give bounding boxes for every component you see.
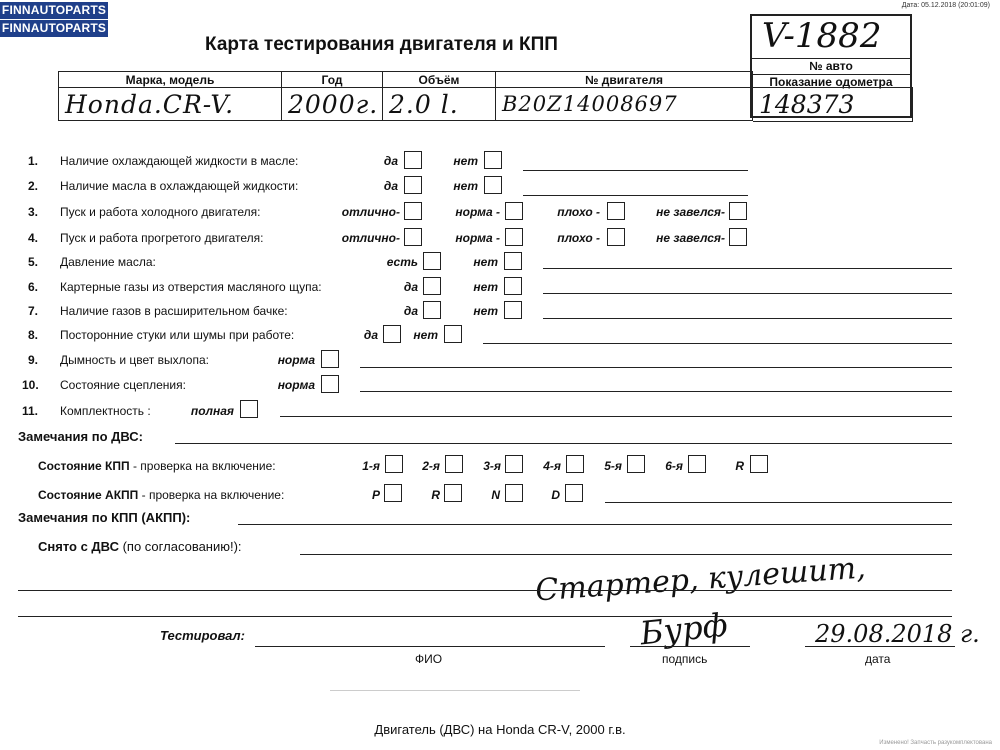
removed-parts-handwritten: Стартер, кулешит, (534, 550, 867, 609)
option-label: да (403, 304, 418, 318)
answer-line (543, 268, 952, 269)
tested-by-label: Тестировал: (160, 628, 245, 643)
item-number: 7. (27, 304, 38, 318)
answer-line (543, 318, 952, 319)
checkbox-bad[interactable] (607, 202, 625, 220)
faint-divider (330, 690, 580, 691)
option-label: плохо - (557, 205, 600, 219)
checkbox-no-start[interactable] (729, 228, 747, 246)
value-odometer: 148373 (753, 87, 913, 122)
item-number: 6. (27, 280, 38, 294)
checkbox-excellent[interactable] (404, 202, 422, 220)
item-number: 11. (22, 404, 39, 418)
photo-caption: Двигатель (ДВС) на Honda CR-V, 2000 г.в. (374, 722, 626, 737)
option-label: не завелся- (656, 231, 725, 245)
item-label: Наличие масла в охлаждающей жидкости: (60, 179, 299, 193)
vehicle-number-handwritten: V-1882 (762, 16, 882, 56)
option-label: да (403, 280, 418, 294)
checkbox-no[interactable] (484, 151, 502, 169)
checkbox-gear-reverse[interactable] (750, 455, 768, 473)
option-label: норма - (455, 231, 500, 245)
value-volume: 2.0 l. (383, 88, 496, 121)
removed-parts-line-2 (18, 590, 952, 591)
gear-label: 6-я (665, 459, 683, 473)
option-label: норма (277, 378, 315, 392)
plate-label: № авто (752, 58, 910, 73)
mode-label: N (491, 488, 500, 502)
answer-line (360, 391, 952, 392)
item-number: 5. (27, 255, 38, 269)
checkbox-gear-6[interactable] (688, 455, 706, 473)
item-label: Давление масла: (60, 255, 156, 269)
option-label: норма - (455, 205, 500, 219)
option-label: полная (190, 404, 234, 418)
signature-label: подпись (662, 652, 708, 666)
odometer-label: Показание одометра (752, 74, 910, 89)
option-label: нет (453, 179, 478, 193)
remarks-engine-label: Замечания по ДВС: (18, 429, 143, 444)
option-label: нет (473, 280, 498, 294)
item-label: Наличие газов в расширительном бачке: (60, 304, 288, 318)
item-number: 3. (27, 205, 38, 219)
checkbox-normal[interactable] (321, 350, 339, 368)
option-label: да (383, 179, 398, 193)
checkbox-normal[interactable] (505, 202, 523, 220)
checkbox-gear-4[interactable] (566, 455, 584, 473)
date-handwritten: 29.08.2018 г. (815, 620, 980, 648)
option-label: не завелся- (656, 205, 725, 219)
item-label: Дымность и цвет выхлопа: (60, 353, 209, 367)
checkbox-gear-2[interactable] (445, 455, 463, 473)
option-label: норма (277, 353, 315, 367)
value-engine-number: B20Z14008697 (496, 88, 753, 121)
checkbox-gear-3[interactable] (505, 455, 523, 473)
answer-line (483, 343, 952, 344)
checkbox-mode-park[interactable] (384, 484, 402, 502)
print-timestamp: Дата: 05.12.2018 (20:01:09) (901, 2, 990, 9)
checkbox-no[interactable] (504, 277, 522, 295)
brand-logo: FINNAUTOPARTS (1, 3, 107, 17)
removed-parts-label: Снято с ДВС (по согласованию!): (38, 539, 242, 554)
item-label: Комплектность : (60, 404, 151, 418)
option-label: да (363, 328, 378, 342)
gear-label: R (735, 459, 744, 473)
remarks-gearbox-label: Замечания по КПП (АКПП): (18, 510, 191, 525)
fio-label: ФИО (415, 652, 443, 666)
answer-line (523, 195, 748, 196)
gear-label: 2-я (422, 459, 440, 473)
value-make-model: Honda.CR-V. (59, 88, 282, 121)
item-label: Пуск и работа прогретого двигателя: (60, 231, 264, 245)
option-label: есть (386, 255, 418, 269)
vehicle-header-table (58, 71, 753, 121)
checkbox-no[interactable] (504, 252, 522, 270)
auto-gearbox-label: Состояние АКПП - проверка на включение: (38, 488, 285, 502)
footer-note: Изменено! Запчасть разукомплектована (879, 740, 992, 746)
value-year: 2000г. (282, 88, 383, 121)
option-label: нет (453, 154, 478, 168)
checkbox-gear-5[interactable] (627, 455, 645, 473)
checkbox-normal[interactable] (505, 228, 523, 246)
item-number: 10. (22, 378, 39, 392)
checkbox-excellent[interactable] (404, 228, 422, 246)
gear-label: 1-я (362, 459, 380, 473)
checkbox-yes[interactable] (404, 176, 422, 194)
signature-handwritten: Бурф (638, 605, 730, 653)
checkbox-bad[interactable] (607, 228, 625, 246)
checkbox-yes[interactable] (404, 151, 422, 169)
removed-parts-line-3 (18, 616, 952, 617)
checkbox-no-start[interactable] (729, 202, 747, 220)
item-number: 2. (27, 179, 38, 193)
col-year: Год (282, 72, 383, 88)
item-label: Посторонние стуки или шумы при работе: (60, 328, 295, 342)
item-number: 4. (27, 231, 38, 245)
col-volume: Объём (383, 72, 496, 88)
checkbox-yes[interactable] (423, 277, 441, 295)
checkbox-no[interactable] (484, 176, 502, 194)
item-label: Пуск и работа холодного двигателя: (60, 205, 261, 219)
answer-line (605, 502, 952, 503)
signature-line (630, 646, 750, 647)
date-label: дата (865, 652, 891, 666)
manual-gearbox-label: Состояние КПП - проверка на включение: (38, 459, 276, 473)
item-number: 9. (27, 353, 38, 367)
gear-label: 4-я (543, 459, 561, 473)
checkbox-normal[interactable] (321, 375, 339, 393)
option-label: нет (473, 255, 498, 269)
option-label: да (383, 154, 398, 168)
remarks-engine-line (175, 443, 952, 444)
item-label: Состояние сцепления: (60, 378, 186, 392)
answer-line (280, 416, 952, 417)
answer-line (523, 170, 748, 171)
item-number: 1. (27, 154, 38, 168)
gear-label: 3-я (483, 459, 501, 473)
item-label: Наличие охлаждающей жидкости в масле: (60, 154, 299, 168)
col-engine-number: № двигателя (496, 72, 753, 88)
checkbox-mode-drive[interactable] (565, 484, 583, 502)
answer-line (543, 293, 952, 294)
gear-label: 5-я (604, 459, 622, 473)
checkbox-gear-1[interactable] (385, 455, 403, 473)
answer-line (360, 367, 952, 368)
option-label: нет (413, 328, 438, 342)
mode-label: P (371, 488, 380, 502)
checkbox-no[interactable] (504, 301, 522, 319)
option-label: отлично- (341, 231, 400, 245)
brand-logo-secondary: FINNAUTOPARTS (1, 21, 107, 35)
date-line (805, 646, 955, 647)
checkbox-yes[interactable] (423, 252, 441, 270)
checkbox-complete[interactable] (240, 400, 258, 418)
option-label: плохо - (557, 231, 600, 245)
item-number: 8. (27, 328, 38, 342)
mode-label: D (551, 488, 560, 502)
checkbox-mode-neutral[interactable] (505, 484, 523, 502)
remarks-gearbox-line (238, 524, 952, 525)
tested-by-line (255, 646, 605, 647)
item-label: Картерные газы из отверстия масляного щупа: (60, 280, 322, 294)
checkbox-yes[interactable] (423, 301, 441, 319)
option-label: нет (473, 304, 498, 318)
col-make-model: Марка, модель (59, 72, 282, 88)
checkbox-yes[interactable] (383, 325, 401, 343)
checkbox-mode-reverse[interactable] (444, 484, 462, 502)
option-label: отлично- (341, 205, 400, 219)
mode-label: R (431, 488, 440, 502)
page-title: Карта тестирования двигателя и КПП (205, 34, 558, 55)
checkbox-no[interactable] (444, 325, 462, 343)
